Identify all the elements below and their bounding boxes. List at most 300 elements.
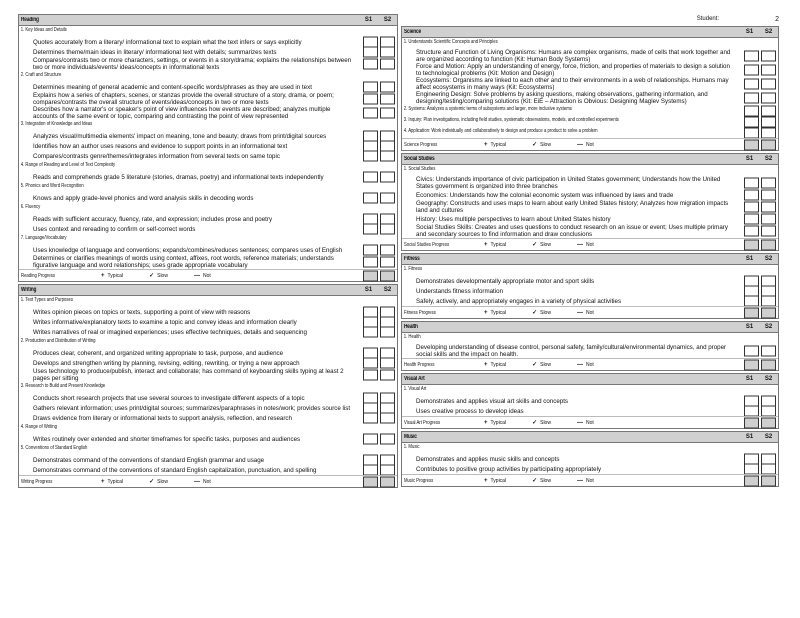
progress-key-symbol: ✓ (532, 420, 538, 426)
panel-title: Health (404, 324, 418, 330)
score-boxes (363, 245, 395, 256)
s2-score-box[interactable] (380, 82, 395, 93)
section-row (19, 296, 397, 307)
s1-score-box[interactable] (744, 51, 759, 62)
s2-score-box[interactable] (380, 108, 395, 119)
score-boxes (363, 327, 395, 338)
standard-item (402, 276, 778, 286)
left-column (18, 14, 398, 490)
s2-score-box[interactable] (380, 151, 395, 162)
s2-score-box[interactable] (380, 224, 395, 235)
s1-score-box[interactable] (744, 226, 759, 237)
section-title: 2. Craft and Structure (20, 72, 62, 78)
standard-item (402, 63, 778, 77)
progress-key-label: Slow (540, 310, 551, 316)
standard-item (402, 344, 778, 358)
score-boxes (744, 296, 776, 307)
standard-item (19, 92, 397, 106)
section-row (402, 127, 778, 138)
score-boxes (744, 202, 776, 213)
standard-text: Social Studies Skills: Creates and uses questions to conduct research on an issue or event; Uses multiple primary and secondary sources to find information and draw conclusions (416, 224, 728, 238)
s2-score-box[interactable] (380, 59, 395, 70)
score-boxes (744, 105, 776, 116)
panel-title: Reading (21, 17, 39, 23)
s1-score-box[interactable] (363, 327, 378, 338)
standard-text: Uses creative process to develop ideas (416, 407, 524, 415)
panel-header (402, 154, 778, 165)
s2-score-box[interactable] (761, 93, 776, 104)
progress-key (484, 362, 506, 368)
section-title: 1. Social Studies (403, 166, 436, 172)
progress-key-symbol: + (101, 478, 105, 485)
standard-text: Reads and comprehends grade 5 literature (stories, dramas, poetry) and informational texts independently (33, 173, 324, 181)
progress-key-label: Slow (157, 273, 168, 279)
standard-text: Ecosystems: Organisms are linked to each other and to their environments in a web of relationships. Humans may affect ecosystems in many ways (Kit: Ecosystems) (416, 77, 729, 91)
section-title: 1. Fitness (403, 266, 423, 272)
standard-item (19, 317, 397, 327)
progress-key-label: Typical (490, 477, 507, 484)
s1-score-box[interactable] (363, 59, 378, 70)
health-panel (401, 321, 779, 371)
s1-score-box[interactable] (744, 65, 759, 76)
s2-score-box[interactable] (761, 226, 776, 237)
standard-text: Develops and strengthen writing by planning, revising, editing, rewriting, or trying a new approach (33, 359, 300, 367)
section-row (19, 161, 397, 172)
progress-key-label: Typical (490, 241, 507, 248)
progress-key-label: Typical (490, 309, 507, 316)
panel-title: Music (404, 434, 417, 440)
progress-label: Reading Progress (21, 272, 56, 279)
s2-score-box[interactable] (761, 346, 776, 357)
s2-score-box[interactable] (761, 475, 776, 486)
progress-label: Music Progress (404, 477, 434, 484)
progress-key-label: Not (585, 419, 594, 426)
s2-score-box[interactable] (380, 434, 395, 445)
s1-column-label: S1 (745, 156, 754, 162)
s1-score-box[interactable] (744, 296, 759, 307)
section-row (402, 443, 778, 454)
s2-score-box[interactable] (761, 51, 776, 62)
standard-item (19, 141, 397, 151)
progress-key-label: Not (585, 141, 594, 148)
s1-column-label: S1 (745, 376, 754, 382)
progress-key (532, 141, 551, 148)
standard-text: Gathers relevant information; uses print/digital sources; summarizes/paraphrases in notes/work; provides source list (33, 404, 351, 412)
progress-key (532, 419, 551, 426)
progress-row (402, 358, 778, 370)
s2-column-label: S2 (764, 256, 773, 262)
s2-score-box[interactable] (380, 47, 395, 58)
progress-key (149, 272, 168, 279)
score-boxes (744, 116, 776, 127)
s1-score-box[interactable] (744, 239, 759, 250)
progress-key-label: Slow (540, 478, 551, 484)
score-boxes (744, 214, 776, 225)
progress-key (577, 310, 594, 316)
score-boxes (363, 94, 395, 105)
s1-score-box[interactable] (363, 465, 378, 476)
s1-score-box[interactable] (744, 105, 759, 116)
s2-column-label: S2 (764, 376, 773, 382)
score-boxes (363, 358, 395, 369)
standard-item (19, 368, 397, 382)
panel-header (402, 322, 778, 333)
score-boxes (744, 464, 776, 475)
standard-text: Draws evidence from literary or informational texts to support analysis, reflection, and research (33, 414, 292, 422)
s1-score-box[interactable] (363, 193, 378, 204)
page-number: 2 (775, 15, 779, 23)
score-boxes (363, 108, 395, 119)
s2-score-box[interactable] (761, 214, 776, 225)
panel-title: Fitness (404, 256, 420, 262)
progress-row (19, 269, 397, 281)
standard-item (19, 82, 397, 92)
s1-score-box[interactable] (744, 116, 759, 127)
panel-header (19, 285, 397, 296)
standard-item (402, 176, 778, 190)
progress-key (194, 273, 211, 279)
s1-column-label: S1 (745, 434, 754, 440)
s2-score-box[interactable] (380, 370, 395, 381)
s2-score-box[interactable] (761, 406, 776, 417)
s1-score-box[interactable] (363, 94, 378, 105)
standard-text: Contributes to positive group activities by participating appropriately (416, 465, 602, 473)
score-boxes (363, 172, 395, 183)
section-row (19, 234, 397, 245)
s1-score-box[interactable] (744, 202, 759, 213)
progress-key-symbol: — (576, 361, 583, 368)
s2-column-label: S2 (383, 17, 392, 23)
s1-score-box[interactable] (363, 151, 378, 162)
progress-key-label: Slow (540, 420, 551, 426)
standard-item (402, 190, 778, 200)
score-boxes (363, 413, 395, 424)
s1-score-box[interactable] (744, 346, 759, 357)
s2-score-box[interactable] (761, 116, 776, 127)
s2-score-box[interactable] (761, 202, 776, 213)
s2-score-box[interactable] (380, 270, 395, 281)
section-title: 2. Production and Distribution of Writing (20, 338, 96, 344)
standard-text: Demonstrates developmentally appropriate motor and sport skills (416, 277, 595, 285)
section-title: 3. Inquiry: Plan investigations, including field studies, systematic observations, models, and controlled experiments (403, 117, 619, 123)
progress-key-label: Typical (107, 478, 124, 485)
score-boxes (363, 59, 395, 70)
standard-item (19, 214, 397, 224)
s2-column-label: S2 (764, 324, 773, 330)
section-row (19, 337, 397, 348)
s1-score-box[interactable] (744, 190, 759, 201)
s1-score-box[interactable] (363, 47, 378, 58)
standard-text: History: Uses multiple perspectives to learn about United States history (416, 215, 611, 223)
standard-text: Uses knowledge of language and conventions; expands/combines/reduces sentences; compares uses of English (33, 246, 343, 254)
s2-score-box[interactable] (380, 327, 395, 338)
progress-key-label: Not (585, 241, 594, 248)
s1-score-box[interactable] (363, 434, 378, 445)
progress-key-label: Slow (540, 142, 551, 148)
progress-key (149, 478, 168, 485)
standard-item (19, 193, 397, 203)
s1-column-label: S1 (364, 17, 373, 23)
section-row (402, 105, 778, 116)
progress-row (19, 475, 397, 487)
s2-column-label: S2 (764, 156, 773, 162)
s2-score-box[interactable] (761, 307, 776, 318)
s2-score-box[interactable] (380, 172, 395, 183)
s1-score-box[interactable] (363, 358, 378, 369)
progress-key (577, 242, 594, 248)
section-title: 3. Integration of Knowledge and Ideas (20, 121, 93, 127)
section-title: 4. Range of Reading and Level of Text Complexity (20, 162, 116, 168)
progress-key-label: Not (202, 478, 211, 485)
standard-item (19, 224, 397, 234)
standard-text: Uses context and rereading to confirm or self-correct words (33, 225, 196, 233)
s2-column-label: S2 (764, 29, 773, 35)
section-title: 6. Fluency (20, 204, 41, 210)
s2-score-box[interactable] (761, 178, 776, 189)
standard-item (402, 464, 778, 474)
progress-key-symbol: ✓ (532, 478, 538, 484)
s2-score-box[interactable] (380, 476, 395, 487)
s1-score-box[interactable] (744, 406, 759, 417)
progress-key-symbol: — (576, 241, 583, 248)
s2-score-box[interactable] (380, 193, 395, 204)
section-row (19, 71, 397, 82)
section-row (402, 265, 778, 276)
s2-score-box[interactable] (761, 296, 776, 307)
progress-key-label: Slow (540, 362, 551, 368)
s1-score-box[interactable] (363, 476, 378, 487)
progress-key (532, 309, 551, 316)
standard-text: Describes how a narrator's or speaker's point of view influences how events are described; analyzes multiple accounts of the same event or topic, comparing and contrasting the point of view represented (33, 106, 331, 120)
standard-item (402, 396, 778, 406)
progress-key-symbol: + (484, 309, 488, 316)
standard-text: Civics: Understands importance of civic participation in United States government; Understands how the United States government is organized into three branches (416, 176, 721, 190)
s1-score-box[interactable] (363, 245, 378, 256)
s1-score-box[interactable] (363, 413, 378, 424)
score-boxes (744, 417, 776, 428)
s1-column-label: S1 (745, 324, 754, 330)
section-title: 4. Application: Work individually and collaboratively to design and produce a product to solve a problem (403, 128, 598, 134)
section-row (19, 203, 397, 214)
progress-key-symbol: + (101, 272, 105, 279)
progress-key-label: Typical (490, 361, 507, 368)
score-boxes (744, 93, 776, 104)
s1-column-label: S1 (745, 29, 754, 35)
standard-text: Economics: Understands how the colonial economic system was influenced by laws and trade (416, 191, 674, 199)
standard-item (402, 454, 778, 464)
standard-text: Structure and Function of Living Organisms: Humans are complex organisms, made of cells that work together and are organized according to function (Kit: Human Body Systems) (416, 49, 731, 63)
progress-key-symbol: ✓ (532, 242, 538, 248)
standard-item (19, 151, 397, 161)
s1-score-box[interactable] (363, 224, 378, 235)
panel-header (402, 374, 778, 385)
standard-item (19, 172, 397, 182)
s1-score-box[interactable] (744, 178, 759, 189)
student-header (401, 14, 779, 24)
visualart-panel (401, 373, 779, 429)
s2-score-box[interactable] (380, 358, 395, 369)
s1-score-box[interactable] (363, 108, 378, 119)
standard-item (19, 413, 397, 423)
standard-text: Writes narratives of real or imagined experiences; uses effective techniques, details and sequencing (33, 328, 307, 336)
s1-score-box[interactable] (744, 93, 759, 104)
standard-item (19, 465, 397, 475)
standard-item (19, 434, 397, 444)
section-title: 2. Systems: Analyzes a systemic terms of subsystems and larger, more inclusive systems (403, 106, 572, 112)
panel-title: Science (404, 29, 422, 35)
standard-item (402, 286, 778, 296)
standard-text: Writes opinion pieces on topics or texts, supporting a point of view with reasons (33, 308, 251, 316)
standard-text: Conducts short research projects that use several sources to investigate different aspects of a topic (33, 394, 305, 402)
standard-text: Engineering Design: Solve problems by asking questions, making observations, gathering information, and designing/testing/comparing solutions (Kit: EiE – Attraction is Obvious: Designing Maglev Systems) (416, 91, 708, 105)
progress-key-symbol: — (576, 141, 583, 148)
s2-score-box[interactable] (761, 464, 776, 475)
s1-score-box[interactable] (744, 359, 759, 370)
s2-score-box[interactable] (761, 105, 776, 116)
progress-key-symbol: + (484, 141, 488, 148)
s2-column-label: S2 (383, 287, 392, 293)
standard-text: Demonstrates and applies music skills and concepts (416, 455, 560, 463)
score-boxes (744, 79, 776, 90)
score-boxes (363, 47, 395, 58)
s2-score-box[interactable] (761, 79, 776, 90)
s2-score-box[interactable] (761, 359, 776, 370)
standard-text: Safely, actively, and appropriately engages in a variety of physical activities (416, 297, 622, 305)
standard-item (402, 49, 778, 63)
score-boxes (744, 406, 776, 417)
s2-score-box[interactable] (761, 190, 776, 201)
section-title: 5. Conventions of Standard English (20, 445, 88, 451)
s1-score-box[interactable] (363, 172, 378, 183)
s1-score-box[interactable] (744, 417, 759, 428)
standard-item (19, 455, 397, 465)
progress-key-label: Slow (540, 242, 551, 248)
progress-key-label: Typical (107, 272, 124, 279)
progress-key (532, 477, 551, 484)
s2-score-box[interactable] (761, 127, 776, 138)
section-row (19, 26, 397, 37)
s1-score-box[interactable] (744, 127, 759, 138)
section-title: 1. Understands Scientific Concepts and Principles (403, 39, 498, 45)
progress-key (577, 142, 594, 148)
score-boxes (744, 475, 776, 486)
progress-key (101, 479, 123, 485)
standard-item (19, 47, 397, 57)
score-boxes (744, 65, 776, 76)
right-column (401, 14, 779, 489)
progress-key-symbol: — (193, 478, 200, 485)
standard-text: Compares/contrasts two or more characters, settings, or events in a story/drama; explains the relationships between two or more individuals/events/ ideas/concepts in informational texts (33, 57, 352, 71)
section-row (402, 38, 778, 49)
standard-item (19, 358, 397, 368)
score-boxes (744, 226, 776, 237)
score-boxes (744, 178, 776, 189)
progress-label: Health Progress (404, 361, 435, 368)
s1-score-box[interactable] (363, 82, 378, 93)
s2-score-box[interactable] (380, 245, 395, 256)
section-row (19, 182, 397, 193)
standard-text: Identifies how an author uses reasons and evidence to support points in an informational text (33, 142, 288, 150)
s2-score-box[interactable] (380, 413, 395, 424)
score-boxes (363, 224, 395, 235)
standard-text: Demonstrates and applies visual art skills and concepts (416, 397, 569, 405)
s2-score-box[interactable] (761, 139, 776, 150)
s1-column-label: S1 (745, 256, 754, 262)
standard-item (19, 307, 397, 317)
panel-header (402, 27, 778, 38)
progress-key-symbol: — (576, 309, 583, 316)
section-title: 1. Visual Art (403, 386, 427, 392)
s1-score-box[interactable] (744, 214, 759, 225)
progress-key (532, 361, 551, 368)
s2-score-box[interactable] (761, 65, 776, 76)
writing-panel (18, 284, 398, 488)
score-boxes (744, 190, 776, 201)
section-row (19, 120, 397, 131)
score-boxes (363, 476, 395, 487)
standard-text: Explains how a series of chapters, scenes, or stanzas provide the overall structure of a story, drama, or poem; compares/contrasts the overall structure of events/ideas/concepts in two or more texts (33, 92, 334, 106)
progress-key-symbol: + (484, 361, 488, 368)
music-panel (401, 431, 779, 487)
standard-item (402, 224, 778, 238)
s2-score-box[interactable] (380, 94, 395, 105)
s1-score-box[interactable] (744, 464, 759, 475)
fitness-panel (401, 253, 779, 319)
progress-key (484, 420, 506, 426)
standard-text: Determines or clarifies meanings of words using context, affixes, root words, reference materials; understands figurative language and word relationships; uses grade appropriate vocabulary (33, 255, 334, 269)
progress-key-label: Slow (157, 479, 168, 485)
standard-item (402, 296, 778, 306)
standard-item (402, 200, 778, 214)
s2-score-box[interactable] (761, 239, 776, 250)
score-boxes (363, 151, 395, 162)
student-label: Student: (696, 16, 720, 22)
score-boxes (363, 370, 395, 381)
s2-score-box[interactable] (761, 417, 776, 428)
score-boxes (363, 270, 395, 281)
s2-score-box[interactable] (380, 465, 395, 476)
standard-item (19, 57, 397, 71)
section-title: 3. Research to Build and Present Knowledge (20, 383, 106, 389)
standard-text: Writes informative/explanatory texts to examine a topic and convey ideas and information clearly (33, 318, 297, 326)
s1-score-box[interactable] (744, 475, 759, 486)
s1-score-box[interactable] (744, 307, 759, 318)
progress-key (484, 142, 506, 148)
progress-key-symbol: + (484, 241, 488, 248)
progress-key-symbol: — (576, 419, 583, 426)
s2-score-box[interactable] (380, 257, 395, 268)
standard-item (402, 406, 778, 416)
progress-key-symbol: ✓ (532, 362, 538, 368)
s1-score-box[interactable] (744, 139, 759, 150)
standard-text: Force and Motion: Apply an understanding of energy, force, friction, and properties of materials to design a solution to technological problems (Kit: Motion and Design) (416, 63, 730, 77)
progress-key (577, 420, 594, 426)
progress-key (484, 242, 506, 248)
score-boxes (744, 51, 776, 62)
s1-score-box[interactable] (363, 257, 378, 268)
score-boxes (744, 359, 776, 370)
progress-key (532, 241, 551, 248)
s1-score-box[interactable] (363, 270, 378, 281)
standard-text: Reads with sufficient accuracy, fluency, rate, and expression; includes prose and poetry (33, 215, 273, 223)
s1-score-box[interactable] (363, 370, 378, 381)
standard-text: Geography: Constructs and uses maps to learn about early United States history; Analyzes how migration impacts land and cultures (416, 200, 729, 214)
s1-score-box[interactable] (744, 79, 759, 90)
standard-text: Analyzes visual/multimedia elements' impact on meaning, tone and beauty; draws from print/digital sources (33, 132, 327, 140)
score-boxes (744, 239, 776, 250)
progress-row (402, 238, 778, 250)
standard-item (19, 131, 397, 141)
